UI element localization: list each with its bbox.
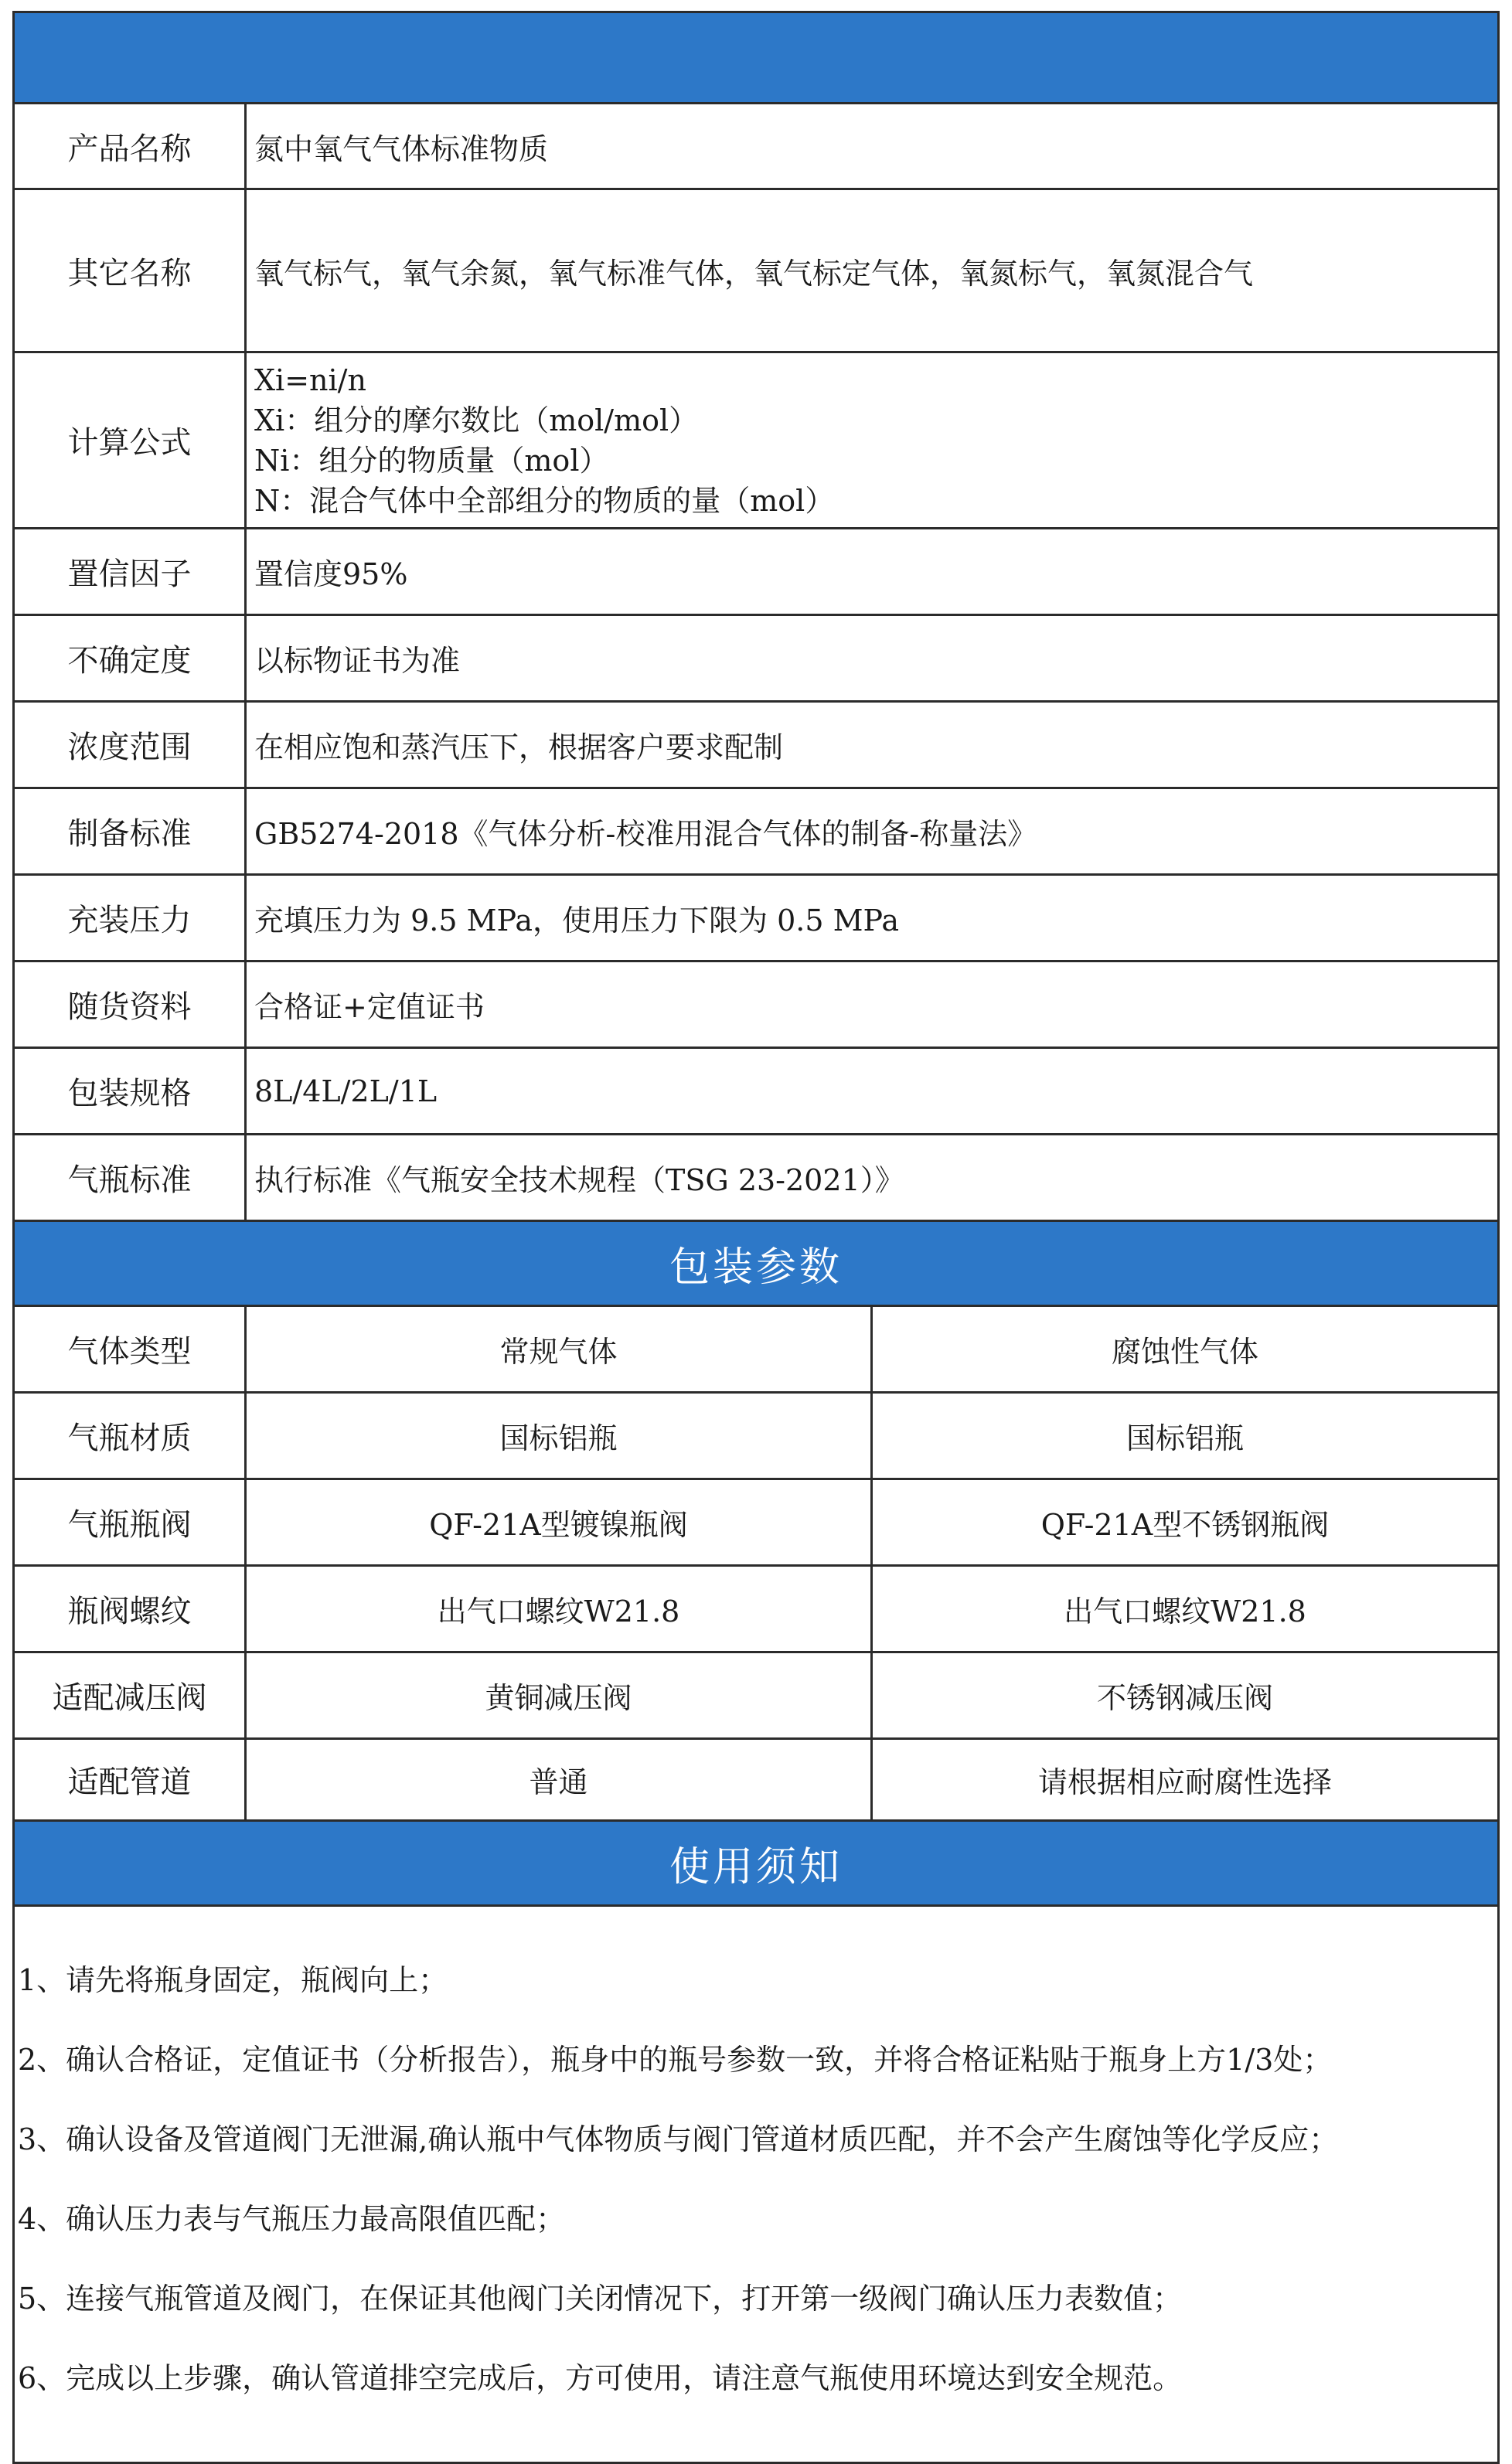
usage-notes: [15, 1907, 1497, 2462]
pack-label: 适配减压阀: [15, 1653, 247, 1737]
info-value: 氮中氧气气体标准物质: [254, 131, 549, 166]
pack-value-regular: 国标铝瓶: [247, 1394, 873, 1478]
pack-row-cylinder-material: [15, 1394, 1497, 1480]
info-label: 产品名称: [15, 104, 247, 188]
info-row-formula: [15, 353, 1497, 529]
usage-note: 2、确认合格证，定值证书（分析报告），瓶身中的瓶号参数一致，并将合格证粘贴于瓶身上方1/3处；: [18, 2043, 1333, 2077]
info-value: 8L/4L/2L/1L: [254, 1074, 438, 1108]
info-value: 以标物证书为准: [254, 644, 461, 678]
pack-row-gas-type: [15, 1307, 1497, 1394]
info-row-cylinder-standard: [15, 1135, 1497, 1222]
pack-value-regular: 普通: [247, 1740, 873, 1819]
info-value: 置信度95%: [254, 557, 408, 591]
pack-value-corrosive: 腐蚀性气体: [1111, 1335, 1258, 1369]
pack-value-corrosive: QF-21A型不锈钢瓶阀: [1040, 1508, 1330, 1542]
usage-note: 3、确认设备及管道阀门无泄漏,确认瓶中气体物质与阀门管道材质匹配，并不会产生腐蚀等化学反应；: [18, 2122, 1339, 2156]
pack-value-regular: 常规气体: [247, 1307, 873, 1391]
pack-value-corrosive: 请根据相应耐腐性选择: [1037, 1765, 1332, 1799]
info-label: 气瓶标准: [15, 1135, 247, 1220]
info-row-concentration: [15, 703, 1497, 789]
info-row-uncertainty: [15, 616, 1497, 703]
info-row-confidence: [15, 529, 1497, 616]
header-band: [15, 13, 1497, 104]
info-row-other-names: [15, 190, 1497, 353]
info-label: 不确定度: [15, 616, 247, 700]
packaging-title-band: [15, 1222, 1497, 1307]
pack-row-regulator: [15, 1653, 1497, 1740]
pack-label: 瓶阀螺纹: [15, 1567, 247, 1651]
usage-title-band: [15, 1822, 1497, 1907]
info-row-product-name: [15, 104, 1497, 190]
section-title: 使用须知: [669, 1844, 843, 1891]
info-label: 充装压力: [15, 876, 247, 960]
pack-label: 适配管道: [15, 1740, 247, 1819]
usage-note: 1、请先将瓶身固定，瓶阀向上；: [18, 1963, 448, 1997]
pack-label: 气瓶瓶阀: [15, 1480, 247, 1564]
info-value: 在相应饱和蒸汽压下，根据客户要求配制: [254, 730, 784, 764]
info-label: 置信因子: [15, 529, 247, 614]
pack-value-corrosive: 国标铝瓶: [1125, 1421, 1244, 1455]
section-title: 包装参数: [669, 1244, 843, 1291]
info-row-documents: [15, 962, 1497, 1049]
formula-line: Ni：组分的物质量（mol）: [254, 443, 609, 478]
usage-note: 6、完成以上步骤，确认管道排空完成后，方可使用，请注意气瓶使用环境达到安全规范。: [18, 2361, 1183, 2395]
formula-line: N：混合气体中全部组分的物质的量（mol）: [254, 483, 835, 518]
pack-row-cylinder-valve: [15, 1480, 1497, 1567]
pack-value-regular: QF-21A型镀镍瓶阀: [247, 1480, 873, 1564]
info-label: 随货资料: [15, 962, 247, 1047]
pack-row-valve-thread: [15, 1567, 1497, 1653]
info-label: 制备标准: [15, 789, 247, 873]
info-value: GB5274-2018《气体分析-校准用混合气体的制备-称量法》: [254, 817, 1037, 851]
formula-block: [247, 353, 1497, 527]
pack-label: 气体类型: [15, 1307, 247, 1391]
usage-note: 4、确认压力表与气瓶压力最高限值匹配；: [18, 2202, 566, 2236]
pack-label: 气瓶材质: [15, 1394, 247, 1478]
info-row-fill-pressure: [15, 876, 1497, 962]
info-label: 计算公式: [15, 353, 247, 527]
pack-value-corrosive: 出气口螺纹W21.8: [1064, 1594, 1306, 1628]
info-label: 其它名称: [15, 190, 247, 351]
info-value: 充填压力为 9.5 MPa，使用压力下限为 0.5 MPa: [254, 904, 900, 938]
info-value: 氧气标气，氧气余氮，氧气标准气体，氧气标定气体，氧氮标气，氧氮混合气: [254, 256, 1254, 291]
info-label: 包装规格: [15, 1049, 247, 1133]
pack-value-regular: 出气口螺纹W21.8: [247, 1567, 873, 1651]
info-label: 浓度范围: [15, 703, 247, 787]
info-value: 合格证+定值证书: [254, 990, 485, 1024]
info-row-prep-standard: [15, 789, 1497, 876]
spec-sheet: [12, 11, 1500, 2464]
pack-row-pipeline: [15, 1740, 1497, 1822]
formula-line: Xi：组分的摩尔数比（mol/mol）: [254, 403, 699, 437]
pack-value-regular: 黄铜减压阀: [247, 1653, 873, 1737]
info-row-package-size: [15, 1049, 1497, 1135]
formula-line: Xi=ni/n: [254, 362, 366, 397]
pack-value-corrosive: 不锈钢减压阀: [1096, 1681, 1273, 1715]
info-value: 执行标准《气瓶安全技术规程（TSG 23-2021）》: [254, 1163, 904, 1197]
usage-note: 5、连接气瓶管道及阀门，在保证其他阀门关闭情况下，打开第一级阀门确认压力表数值；: [18, 2282, 1183, 2316]
